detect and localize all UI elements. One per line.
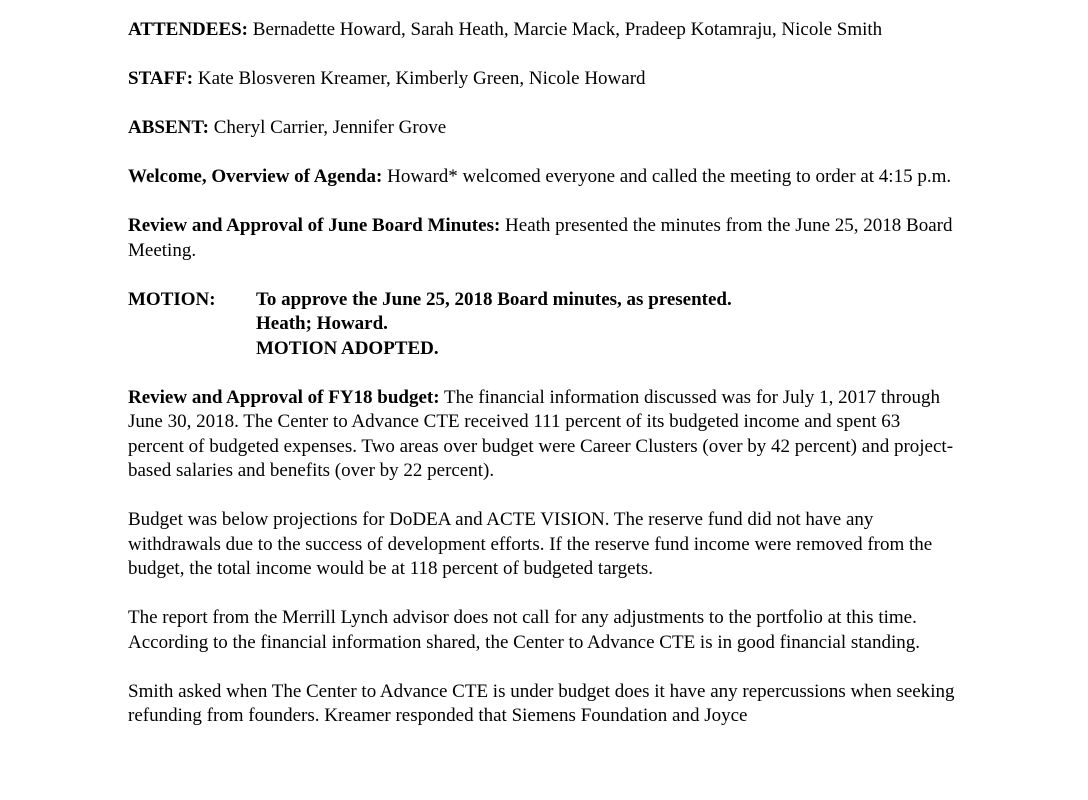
motion-block: [128, 288, 958, 362]
absent-paragraph: [128, 116, 958, 141]
welcome-label: Welcome, Overview of Agenda:: [128, 166, 383, 187]
motion-line-2: Heath; Howard.: [256, 313, 388, 334]
welcome-paragraph: [128, 165, 958, 190]
budget-paragraph-4: Smith asked when The Center to Advance CTE is under budget does it have any repercussions when seeking refunding from founders. Kreamer responded that Siemens Foundation and Joyce: [128, 680, 955, 726]
motion-label: MOTION:: [128, 288, 216, 310]
staff-paragraph: [128, 67, 958, 92]
attendees-paragraph: [128, 18, 958, 43]
attendees-text: Bernadette Howard, Sarah Heath, Marcie Mack, Pradeep Kotamraju, Nicole Smith: [248, 19, 883, 40]
motion-line-3: MOTION ADOPTED.: [256, 337, 439, 359]
welcome-text: Howard* welcomed everyone and called the meeting to order at 4:15 p.m.: [382, 166, 952, 187]
motion-line-1: To approve the June 25, 2018 Board minutes, as presented.: [256, 288, 732, 310]
budget-paragraph-3: The report from the Merrill Lynch advisor does not call for any adjustments to the portfolio at this time. According to the financial information shared, the Center to Advance CTE is in good financial standing.: [128, 607, 920, 653]
review-minutes-text: Heath presented the minutes from the June 25, 2018 Board Meeting.: [128, 215, 953, 261]
absent-label: ABSENT:: [128, 117, 209, 138]
review-minutes-paragraph: [128, 214, 958, 263]
review-budget-text: The financial information discussed was for July 1, 2017 through June 30, 2018. The Center to Advance CTE received 111 percent of its budgeted income and spent 63 percent of budgeted expenses. Two areas over budget were Career Clusters (over by 42 percent) and project-based salaries and benefits (over by 22 percent).: [128, 386, 954, 481]
motion-body: [256, 288, 732, 362]
staff-label: STAFF:: [128, 68, 194, 89]
staff-text: Kate Blosveren Kreamer, Kimberly Green, Nicole Howard: [193, 68, 646, 89]
attendees-label: ATTENDEES:: [128, 19, 249, 40]
absent-text: Cheryl Carrier, Jennifer Grove: [208, 117, 447, 138]
budget-paragraph-2: Budget was below projections for DoDEA and ACTE VISION. The reserve fund did not have any withdrawals due to the success of development efforts. If the reserve fund income were removed from the budget, the total income would be at 118 percent of budgeted targets.: [128, 509, 933, 579]
review-budget-label: Review and Approval of FY18 budget:: [128, 386, 440, 408]
review-budget-paragraph: [128, 386, 958, 484]
meeting-minutes-page: [128, 18, 958, 729]
review-minutes-label: Review and Approval of June Board Minutes:: [128, 215, 501, 236]
